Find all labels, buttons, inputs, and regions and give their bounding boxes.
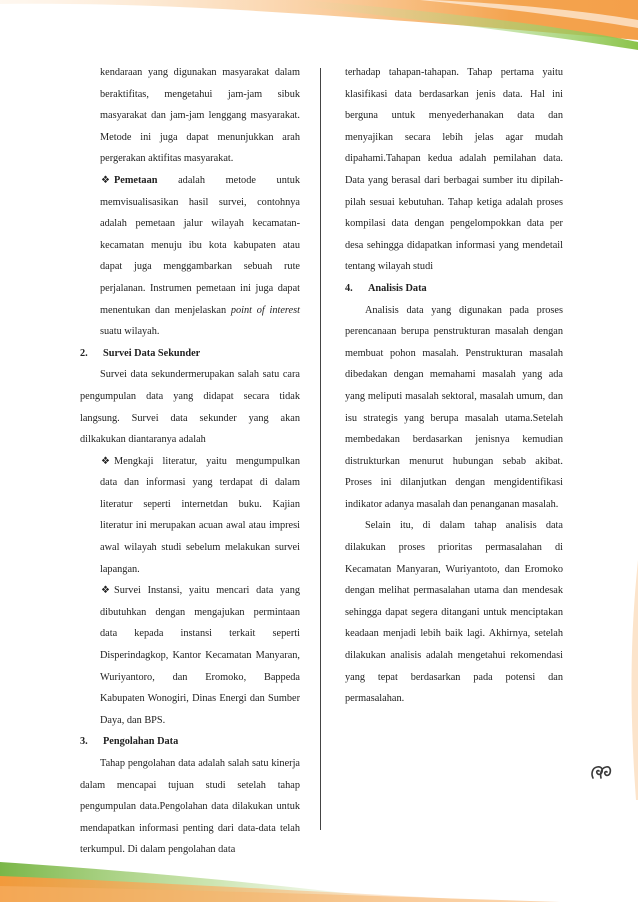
diamond-bullet-icon: ❖	[101, 455, 110, 467]
heading-number: 2.	[80, 347, 88, 359]
paragraph	[345, 300, 563, 516]
italic-term: point of interest	[230, 304, 300, 316]
paragraph-text: Analisis data yang digunakan pada proses perencanaan berupa penstrukturan masalah dengan membuat pohon masalah. Penstrukturan masalah dibedakan dengan memahami masalah yang ada yang meliputi masalah sektoral, masalah umum, dan isu strategis yang berupa masalah utama.Setelah membedakan berdasarkan jenisnya kemudian distrukturkan menurut hubungan sebab akibat. Proses ini dilanjutkan dengan mengidentifikasi indikator adanya masalah dan penanganan masalah.	[345, 304, 563, 510]
top-decoration	[0, 0, 638, 60]
bullet-text-end: suatu wilayah.	[100, 326, 160, 338]
section-heading-4	[345, 278, 563, 300]
paragraph-text: Selain itu, di dalam tahap analisis data dilakukan proses prioritas permasalahan di Kecamatan Manyaran, Wuriyantoto, dan Eromoko dengan melihat permasalahan utama dan mendesak sehingga dapat segera ditangani untuk menciptakan keadaan menjadi lebih baik lagi. Akhirnya, setelah dilakukan analisis adalah mengetahui rekomendasi yang tepat berdasarkan pada potensi dan permasalahan.	[345, 520, 563, 705]
bullet-text: adalah metode untuk memvisualisasikan hasil survei, contohnya adalah pemetaan jalur wilayah kecamatan-kecamatan menuju ibu kota kabupaten atau dapat juga menggambarkan sebuah rute perjalanan. Instrumen pemetaan ini juga dapat menentukan dan menjelaskan	[100, 174, 301, 316]
heading-number: 4.	[345, 282, 353, 294]
paragraph-text: Tahap pengolahan data adalah salah satu kinerja dalam mencapai tujuan studi setelah tahap pengumpulan data.Pengolahan data dilakukan untuk mendapatkan informasi penting dari data-data telah terkumpul. Di dalam pengolahan data	[80, 758, 300, 856]
paragraph-continued	[80, 62, 300, 170]
text-line: Metode ini juga dapat menunjukkan arah	[100, 131, 300, 143]
diamond-bullet-icon: ❖	[101, 174, 110, 186]
page-swirl-icon	[590, 765, 612, 781]
right-column	[345, 62, 563, 710]
bullet-text: Mengkaji literatur, yaitu mengumpulkan data dan informasi yang terdapat di dalam literatur seperti internetdan buku. Kajian literatur ini merupakan acuan awal atau impresi awal wilayah studi sebelum melakukan survei lapangan.	[100, 455, 300, 575]
heading-title: Survei Data Sekunder	[103, 347, 201, 359]
text-line: masyarakat dan jam-jam lenggang masyarakat.	[100, 110, 300, 122]
paragraph	[345, 515, 563, 709]
paragraph-continued: terhadap tahapan-tahapan. Tahap pertama yaitu klasifikasi data berdasarkan jenis data. Hal ini berguna untuk menyederhanakan data dan menyajikan secara lebih jelas agar mudah dipahami.Tahapan kedua adalah pemilahan data. Data yang berasal dari berbagai sumber itu dipilah-pilah sesuai kebutuhan. Tahap ketiga adalah proses kompilasi data dengan pengelompokkan data per desa sehingga didapatkan informasi yang mendetail tentang wilayah studi	[345, 67, 563, 273]
text-line: beraktifitas, mengetahui jam-jam sibuk	[100, 88, 300, 100]
bullet-literatur	[80, 451, 300, 581]
bullet-text: Survei Instansi, yaitu mencari data yang dibutuhkan dengan mengajukan permintaan data kepada instansi terkait seperti Disperindagkop, Kantor Kecamatan Manyaran, Wuriyantoro, dan Eromoko, Bappeda Kabupaten Wonogiri, Dinas Energi dan Sumber Daya, dan BPS.	[100, 585, 300, 726]
text-line: kendaraan yang digunakan masyarakat dalam	[100, 67, 300, 78]
paragraph-text: Survei data sekundermerupakan salah satu cara pengumpulan data yang didapat secara tidak langsung. Survei data sekunder yang akan dilkakukan diantaranya adalah	[80, 369, 300, 446]
paragraph	[80, 364, 300, 450]
column-divider	[320, 68, 321, 830]
section-heading-2	[80, 343, 300, 365]
diamond-bullet-icon: ❖	[101, 585, 110, 597]
heading-title: Analisis Data	[368, 282, 427, 294]
left-column	[80, 62, 300, 861]
heading-title: Pengolahan Data	[103, 736, 179, 748]
section-heading-3	[80, 731, 300, 753]
bullet-term: Pemetaan	[114, 174, 158, 186]
paragraph	[80, 753, 300, 861]
right-side-decoration	[588, 560, 638, 800]
heading-number: 3.	[80, 736, 88, 748]
bullet-pemetaan	[80, 170, 300, 343]
bullet-instansi	[80, 580, 300, 731]
text-line: pergerakan aktifitas masyarakat.	[100, 153, 234, 165]
